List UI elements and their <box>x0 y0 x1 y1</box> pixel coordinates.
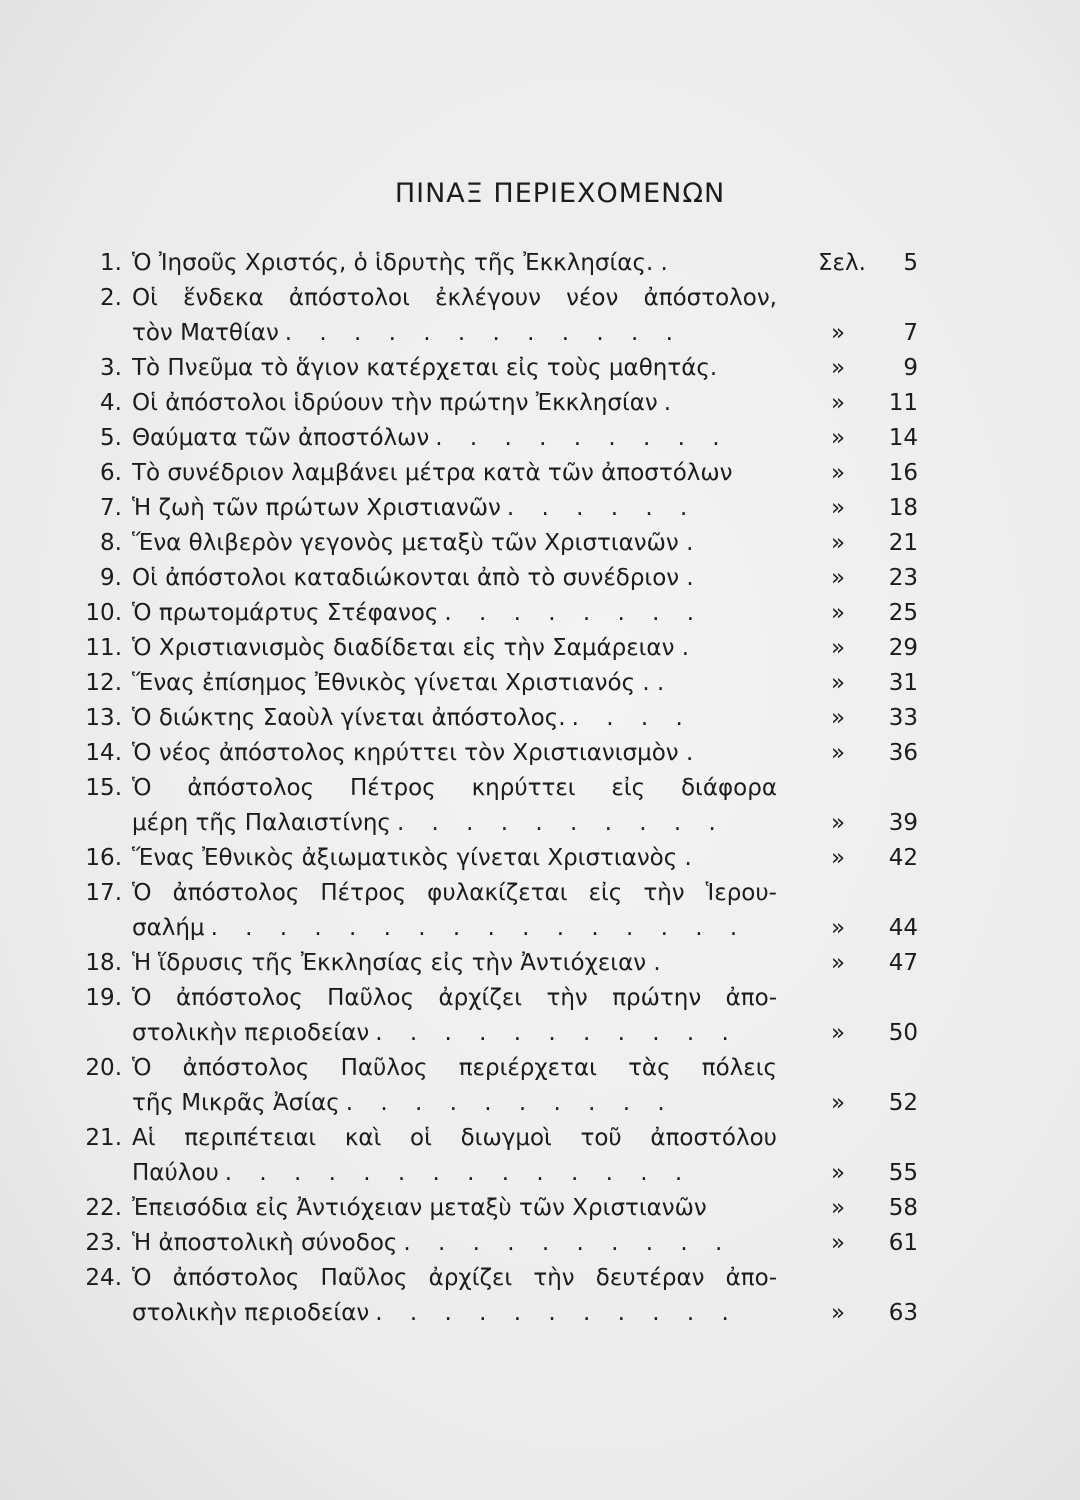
leader-dots: . . . . . . . . . <box>435 425 730 451</box>
entry-number: 15. <box>85 775 122 801</box>
leader-dots: . . . . . . . . . . <box>396 810 726 836</box>
entry-title-text: Ὁ ἀπόστολος Πέτρος φυλακίζεται εἰς τὴν Ἱερου- <box>132 880 777 906</box>
ditto-mark: » <box>830 635 846 661</box>
entry-title <box>132 456 777 491</box>
entry-title-continuation-text: τῆς Μικρᾶς Ἀσίας <box>132 1090 340 1116</box>
page-number: 33 <box>888 705 918 731</box>
entry-number: 2. <box>100 285 122 311</box>
leader-dots: . . . . . . . . <box>444 600 705 626</box>
entry-title-continuation <box>132 316 777 351</box>
toc-entry <box>0 701 1080 736</box>
entry-title-text: Τὸ συνέδριον λαμβάνει μέτρα κατὰ τῶν ἀποστόλων <box>132 460 733 486</box>
page-number: 63 <box>888 1300 918 1326</box>
page-number: 21 <box>888 530 918 556</box>
entry-number: 10. <box>85 600 122 626</box>
ditto-mark: » <box>830 600 846 626</box>
entry-title-continuation <box>132 1296 777 1331</box>
page-number: 61 <box>888 1230 918 1256</box>
toc-entry <box>0 1191 1080 1226</box>
leader-dots: . . . . . . . . . . <box>403 1230 733 1256</box>
entry-title-text: Ὁ Ἰησοῦς Χριστός, ὁ ἱδρυτὴς τῆς Ἐκκλησίας. . <box>132 250 668 276</box>
entry-title-text: Ὁ πρωτομάρτυς Στέφανος <box>132 600 439 626</box>
page-number: 29 <box>888 635 918 661</box>
entry-number: 5. <box>100 425 122 451</box>
ditto-mark: » <box>830 390 846 416</box>
toc-entry-continuation <box>0 316 1080 351</box>
leader-dots: . . . . . . . . . . . <box>375 1300 739 1326</box>
entry-title <box>132 491 777 526</box>
entry-number: 1. <box>100 250 122 276</box>
entry-title-continuation <box>132 1016 777 1051</box>
entry-title <box>132 281 777 316</box>
entry-title-continuation-text: στολικὴν περιοδείαν <box>132 1020 370 1046</box>
table-of-contents <box>0 246 1080 1331</box>
entry-number: 19. <box>85 985 122 1011</box>
entry-title-text: Ἡ ἀποστολικὴ σύνοδος <box>132 1230 398 1256</box>
leader-dots: . <box>663 390 682 416</box>
ditto-mark: » <box>830 1160 846 1186</box>
entry-number: 3. <box>100 355 122 381</box>
toc-entry <box>0 456 1080 491</box>
toc-entry <box>0 1226 1080 1261</box>
entry-title-text: Αἱ περιπέτειαι καὶ οἱ διωγμοὶ τοῦ ἀποστόλου <box>132 1125 777 1151</box>
entry-title <box>132 771 777 806</box>
entry-number: 13. <box>85 705 122 731</box>
toc-entry <box>0 1261 1080 1296</box>
entry-title-continuation <box>132 1086 777 1121</box>
toc-entry <box>0 421 1080 456</box>
ditto-mark: » <box>830 1090 846 1116</box>
entry-title-text: Ὁ Χριστιανισμὸς διαδίδεται εἰς τὴν Σαμάρειαν . <box>132 635 690 661</box>
toc-entry <box>0 771 1080 806</box>
leader-dots: . . . . . . <box>506 495 698 521</box>
ditto-mark: » <box>830 425 846 451</box>
toc-entry-continuation <box>0 1296 1080 1331</box>
entry-title-text: Ἕνα θλιβερὸν γεγονὸς μεταξὺ τῶν Χριστιανῶν . <box>132 530 694 556</box>
entry-number: 12. <box>85 670 122 696</box>
toc-entry <box>0 666 1080 701</box>
leader-dots: . . . . . . . . . . . . . . . . <box>210 915 748 941</box>
entry-title <box>132 981 777 1016</box>
leader-dots: . . . . . . . . . . . . . . <box>224 1160 693 1186</box>
entry-title-continuation-text: μέρη τῆς Παλαιστίνης <box>132 810 391 836</box>
page-number: 31 <box>888 670 918 696</box>
entry-title-text: Ὁ ἀπόστολος Παῦλος ἀρχίζει τὴν δευτέραν ἀπο- <box>132 1265 777 1291</box>
toc-entry-continuation <box>0 1086 1080 1121</box>
entry-title-text: Ὁ νέος ἀπόστολος κηρύττει τὸν Χριστιανισμὸν . <box>132 740 694 766</box>
entry-number: 17. <box>85 880 122 906</box>
ditto-mark: » <box>830 1195 846 1221</box>
entry-title-text: Ὁ ἀπόστολος Πέτρος κηρύττει εἰς διάφορα <box>132 775 777 801</box>
page-number: 55 <box>888 1160 918 1186</box>
page-number: 9 <box>903 355 918 381</box>
entry-title <box>132 421 777 456</box>
toc-entry <box>0 946 1080 981</box>
toc-entry <box>0 981 1080 1016</box>
entry-title <box>132 841 777 876</box>
entry-number: 23. <box>85 1230 122 1256</box>
ditto-mark: » <box>830 320 846 346</box>
entry-title-continuation <box>132 1156 777 1191</box>
entry-number: 24. <box>85 1265 122 1291</box>
ditto-mark: » <box>830 1230 846 1256</box>
entry-title-text: Θαύματα τῶν ἀποστόλων <box>132 425 430 451</box>
toc-entry <box>0 246 1080 281</box>
toc-entry <box>0 1051 1080 1086</box>
entry-number: 22. <box>85 1195 122 1221</box>
toc-entry <box>0 1121 1080 1156</box>
leader-dots: . . . . . . . . . . . . <box>284 320 683 346</box>
toc-entry-continuation <box>0 1156 1080 1191</box>
toc-entry <box>0 631 1080 666</box>
entry-title <box>132 946 777 981</box>
ditto-mark: » <box>830 530 846 556</box>
page-number: 52 <box>888 1090 918 1116</box>
page-number: 58 <box>888 1195 918 1221</box>
ditto-mark: » <box>830 705 846 731</box>
entry-title <box>132 1261 777 1296</box>
page-number: 50 <box>888 1020 918 1046</box>
entry-title <box>132 246 777 281</box>
entry-number: 4. <box>100 390 122 416</box>
page-number: 44 <box>888 915 918 941</box>
ditto-mark: » <box>830 565 846 591</box>
entry-number: 20. <box>85 1055 122 1081</box>
entry-title-text: Ὁ διώκτης Σαοὺλ γίνεται ἀπόστολος. <box>132 705 566 731</box>
toc-entry <box>0 596 1080 631</box>
entry-title <box>132 1051 777 1086</box>
entry-title-text: Ἐπεισόδια εἰς Ἀντιόχειαν μεταξὺ τῶν Χριστιανῶν <box>132 1195 707 1221</box>
entry-title-text: Ἕνας Ἐθνικὸς ἀξιωματικὸς γίνεται Χριστιανὸς . <box>132 845 692 871</box>
page-number: 25 <box>888 600 918 626</box>
ditto-mark: » <box>830 355 846 381</box>
toc-entry <box>0 561 1080 596</box>
entry-title <box>132 596 777 631</box>
leader-dots: . . . . <box>571 705 693 731</box>
toc-entry <box>0 736 1080 771</box>
page-number: 47 <box>888 950 918 976</box>
ditto-mark: » <box>830 1020 846 1046</box>
page-number: 11 <box>888 390 918 416</box>
ditto-mark: » <box>830 845 846 871</box>
entry-title-text: Ὁ ἀπόστολος Παῦλος ἀρχίζει τὴν πρώτην ἀπο- <box>132 985 777 1011</box>
ditto-mark: » <box>830 460 846 486</box>
page-number: 14 <box>888 425 918 451</box>
leader-dots: . . . . . . . . . . <box>345 1090 675 1116</box>
entry-title-continuation-text: τὸν Ματθίαν <box>132 320 279 346</box>
entry-number: 11. <box>85 635 122 661</box>
ditto-mark: » <box>830 1300 846 1326</box>
entry-title <box>132 1191 777 1226</box>
page-title: ΠΙΝΑΞ ΠΕΡΙΕΧΟΜΕΝΩΝ <box>394 178 726 209</box>
entry-title-text: Οἱ ἀπόστολοι ἱδρύουν τὴν πρώτην Ἐκκλησίαν <box>132 390 658 416</box>
ditto-mark: » <box>830 670 846 696</box>
entry-title <box>132 631 777 666</box>
entry-title <box>132 701 777 736</box>
toc-entry-continuation <box>0 911 1080 946</box>
page-number: 23 <box>888 565 918 591</box>
page-number: 5 <box>903 250 918 276</box>
entry-number: 21. <box>85 1125 122 1151</box>
entry-title-text: Ὁ ἀπόστολος Παῦλος περιέρχεται τὰς πόλεις <box>132 1055 777 1081</box>
entry-title-continuation-text: στολικὴν περιοδείαν <box>132 1300 370 1326</box>
toc-entry-continuation <box>0 806 1080 841</box>
toc-entry <box>0 491 1080 526</box>
entry-title-continuation <box>132 911 777 946</box>
entry-number: 7. <box>100 495 122 521</box>
entry-number: 14. <box>85 740 122 766</box>
page-number: 16 <box>888 460 918 486</box>
page-number: 7 <box>903 320 918 346</box>
entry-title <box>132 351 777 386</box>
leader-dots: . . . . . . . . . . . <box>375 1020 739 1046</box>
toc-entry <box>0 351 1080 386</box>
entry-number: 16. <box>85 845 122 871</box>
toc-entry <box>0 281 1080 316</box>
entry-title <box>132 736 777 771</box>
entry-number: 6. <box>100 460 122 486</box>
entry-number: 18. <box>85 950 122 976</box>
toc-entry-continuation <box>0 1016 1080 1051</box>
entry-title-text: Ἕνας ἐπίσημος Ἐθνικὸς γίνεται Χριστιανός . . <box>132 670 665 696</box>
entry-title-continuation <box>132 806 777 841</box>
entry-title <box>132 561 777 596</box>
toc-entry <box>0 841 1080 876</box>
entry-title <box>132 1226 777 1261</box>
entry-title <box>132 876 777 911</box>
entry-title <box>132 1121 777 1156</box>
entry-title-text: Οἱ ἕνδεκα ἀπόστολοι ἐκλέγουν νέον ἀπόστολον, <box>132 285 777 311</box>
ditto-mark: » <box>830 810 846 836</box>
page-number: 39 <box>888 810 918 836</box>
ditto-mark: » <box>830 740 846 766</box>
entry-title-continuation-text: σαλήμ <box>132 915 205 941</box>
entry-title-text: Τὸ Πνεῦμα τὸ ἅγιον κατέρχεται εἰς τοὺς μαθητάς. <box>132 355 718 381</box>
ditto-mark: » <box>830 950 846 976</box>
entry-title-text: Ἡ ζωὴ τῶν πρώτων Χριστιανῶν <box>132 495 501 521</box>
entry-number: 9. <box>100 565 122 591</box>
page-number: 42 <box>888 845 918 871</box>
ditto-mark: » <box>830 495 846 521</box>
toc-entry <box>0 386 1080 421</box>
toc-entry <box>0 526 1080 561</box>
page-number: 18 <box>888 495 918 521</box>
entry-title-continuation-text: Παύλου <box>132 1160 219 1186</box>
ditto-mark: » <box>830 915 846 941</box>
page-label: Σελ. <box>818 250 866 276</box>
entry-title <box>132 526 777 561</box>
toc-entry <box>0 876 1080 911</box>
entry-number: 8. <box>100 530 122 556</box>
entry-title <box>132 386 777 421</box>
entry-title-text: Ἡ ἵδρυσις τῆς Ἐκκλησίας εἰς τὴν Ἀντιόχειαν . <box>132 950 661 976</box>
entry-title <box>132 666 777 701</box>
entry-title-text: Οἱ ἀπόστολοι καταδιώκονται ἀπὸ τὸ συνέδριον . <box>132 565 694 591</box>
page-number: 36 <box>888 740 918 766</box>
